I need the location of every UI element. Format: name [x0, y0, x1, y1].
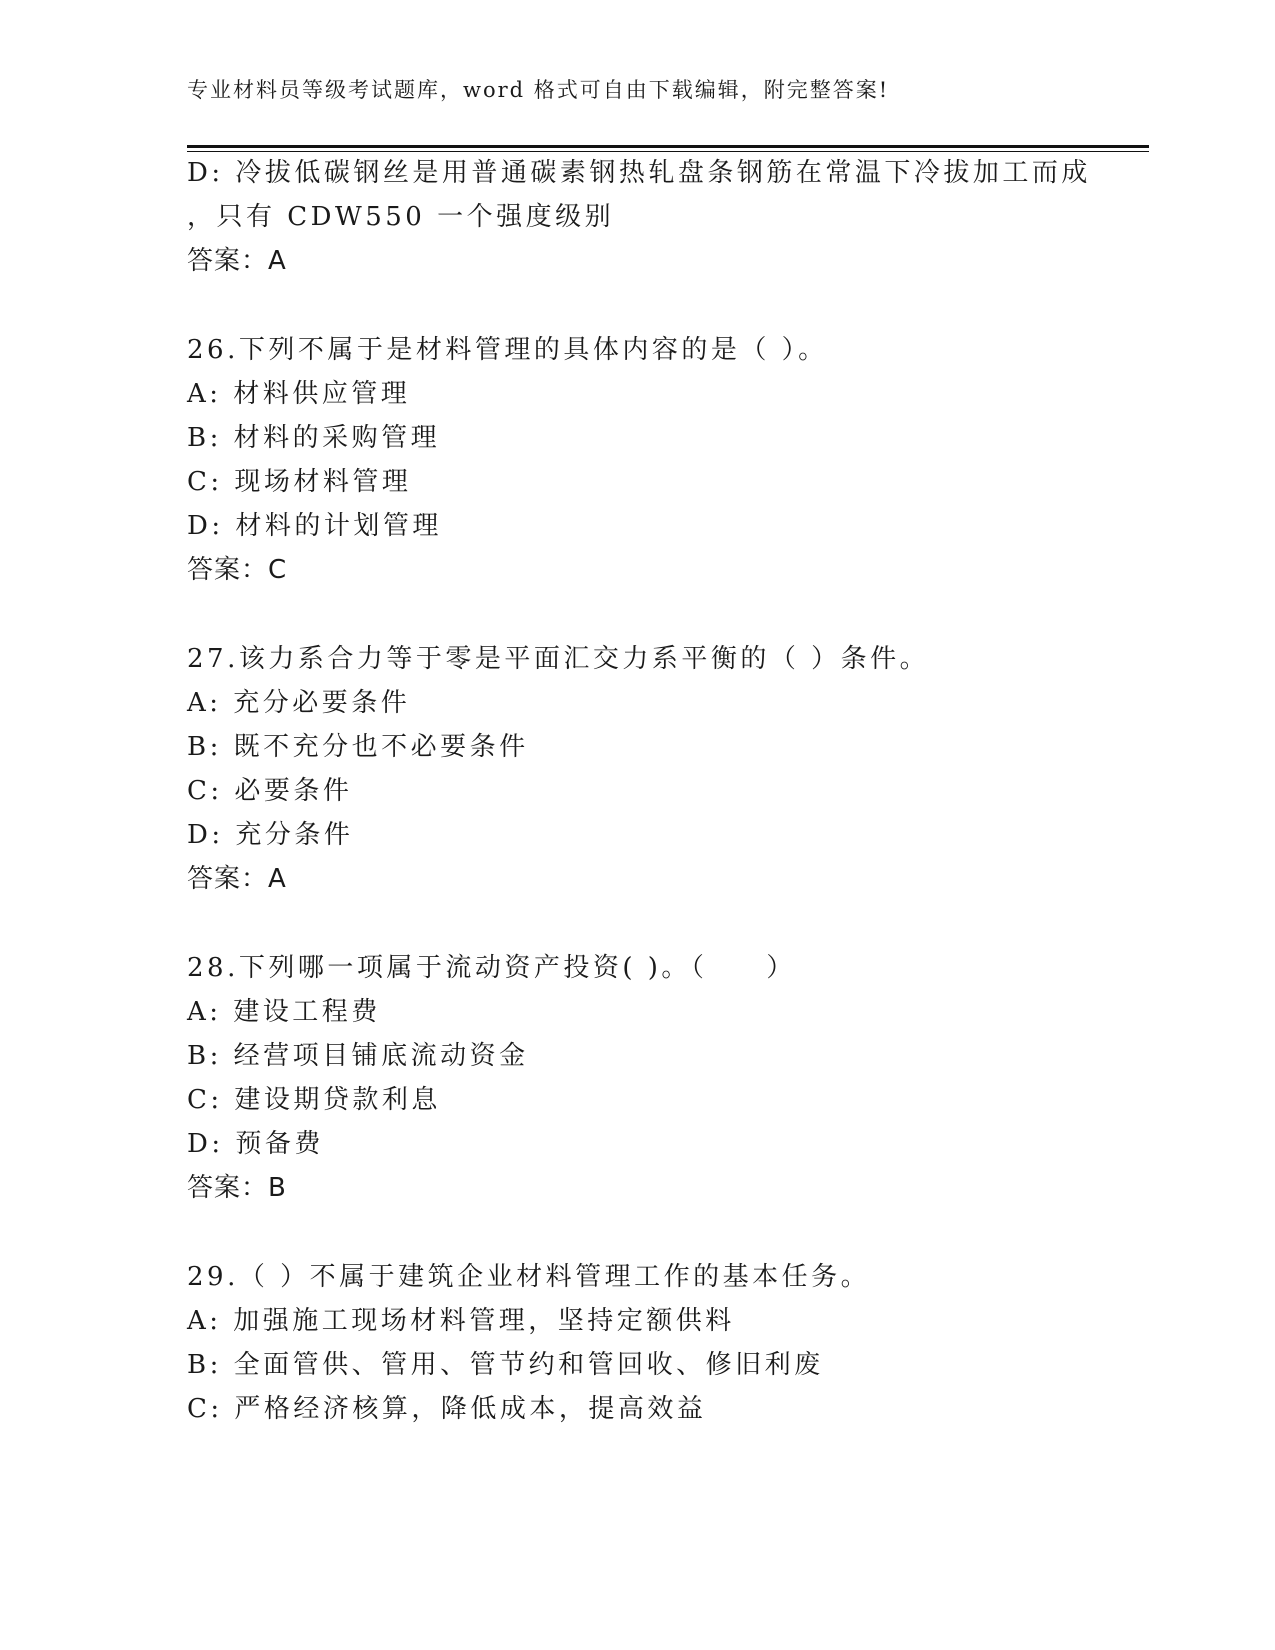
question-28-option-d: D: 预备费	[187, 1129, 324, 1159]
question-29-option-b: B: 全面管供、管用、管节约和管回收、修旧利废	[187, 1350, 824, 1380]
question-28-answer: 答案：B	[187, 1173, 287, 1203]
prev-answer: 答案：A	[187, 246, 287, 276]
question-26-option-b: B: 材料的采购管理	[187, 423, 441, 453]
question-28-option-c: C: 建设期贷款利息	[187, 1085, 441, 1115]
header-rule-thin	[187, 151, 1149, 152]
question-26-option-a: A: 材料供应管理	[187, 379, 411, 409]
prev-option-d-line2: ，只有 CDW550 一个强度级别	[187, 202, 615, 232]
question-27-option-c: C: 必要条件	[187, 776, 353, 806]
question-29-option-a: A: 加强施工现场材料管理，坚持定额供料	[187, 1306, 735, 1336]
question-26-option-c: C: 现场材料管理	[187, 467, 412, 497]
question-26-stem: 26.下列不属于是材料管理的具体内容的是（ ）。	[187, 335, 828, 365]
question-27-option-b: B: 既不充分也不必要条件	[187, 732, 529, 762]
question-27-option-a: A: 充分必要条件	[187, 688, 411, 718]
question-27-answer: 答案：A	[187, 864, 287, 894]
question-28-option-b: B: 经营项目铺底流动资金	[187, 1041, 529, 1071]
question-27-option-d: D: 充分条件	[187, 820, 354, 850]
header-note: 专业材料员等级考试题库，word 格式可自由下载编辑，附完整答案!	[187, 78, 890, 102]
prev-option-d-line1: D: 冷拔低碳钢丝是用普通碳素钢热轧盘条钢筋在常温下冷拔加工而成	[187, 158, 1091, 188]
question-28-stem: 28.下列哪一项属于流动资产投资( )。（ ）	[187, 953, 796, 983]
question-27-stem: 27.该力系合力等于零是平面汇交力系平衡的（ ）条件。	[187, 644, 930, 674]
header-rule-thick	[187, 145, 1149, 148]
question-29-stem: 29.（ ）不属于建筑企业材料管理工作的基本任务。	[187, 1262, 871, 1292]
question-26-answer: 答案：C	[187, 555, 288, 585]
question-26-option-d: D: 材料的计划管理	[187, 511, 442, 541]
question-28-option-a: A: 建设工程费	[187, 997, 381, 1027]
question-29-option-c: C: 严格经济核算，降低成本，提高效益	[187, 1394, 707, 1424]
